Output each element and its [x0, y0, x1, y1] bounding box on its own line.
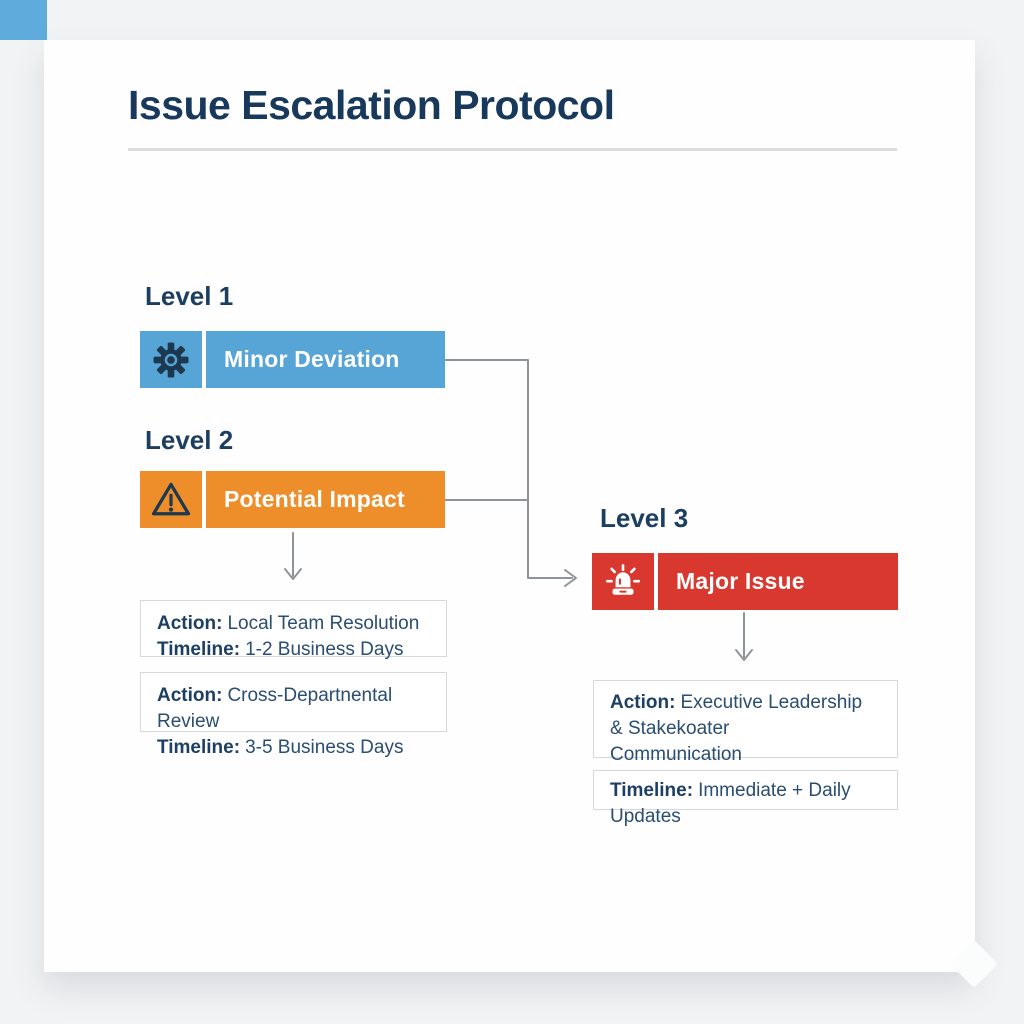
level-3-bar	[592, 553, 898, 610]
level-2-detail-box	[140, 672, 447, 758]
level-1-label: Level 1	[145, 281, 234, 311]
level-1-bar-label: Minor Deviation	[206, 331, 445, 388]
warning-triangle-icon	[140, 471, 202, 528]
level-1-detail-box	[140, 600, 447, 660]
level-2-bar-label: Potential Impact	[206, 471, 445, 528]
level-2-bar	[140, 471, 445, 528]
title-divider	[128, 148, 897, 151]
level-3-label: Level 3	[600, 503, 689, 533]
gear-icon	[140, 331, 202, 388]
level-3-timeline-box	[593, 770, 898, 827]
detail-line: Action: Cross-Departnental Review	[157, 685, 393, 732]
detail-line: Timeline: 1-2 Business Days	[157, 639, 404, 660]
corner-accent-square	[0, 0, 47, 40]
siren-icon	[592, 553, 654, 610]
level-3-action-box	[593, 680, 898, 765]
detail-line: Communication	[610, 744, 742, 765]
detail-line: Action: Local Team Resolution	[157, 613, 420, 634]
page-title: Issue Escalation Protocol	[128, 82, 615, 128]
level-3-bar-label: Major Issue	[658, 553, 898, 610]
detail-line: Action: Executive Leadership	[610, 692, 863, 713]
level-2-label: Level 2	[145, 425, 234, 455]
level-1-bar	[140, 331, 445, 388]
detail-line: Timeline: 3-5 Business Days	[157, 737, 404, 758]
detail-line: Timeline: Immediate + Daily Updates	[610, 780, 851, 827]
detail-line: & Stakekoater	[610, 718, 730, 739]
